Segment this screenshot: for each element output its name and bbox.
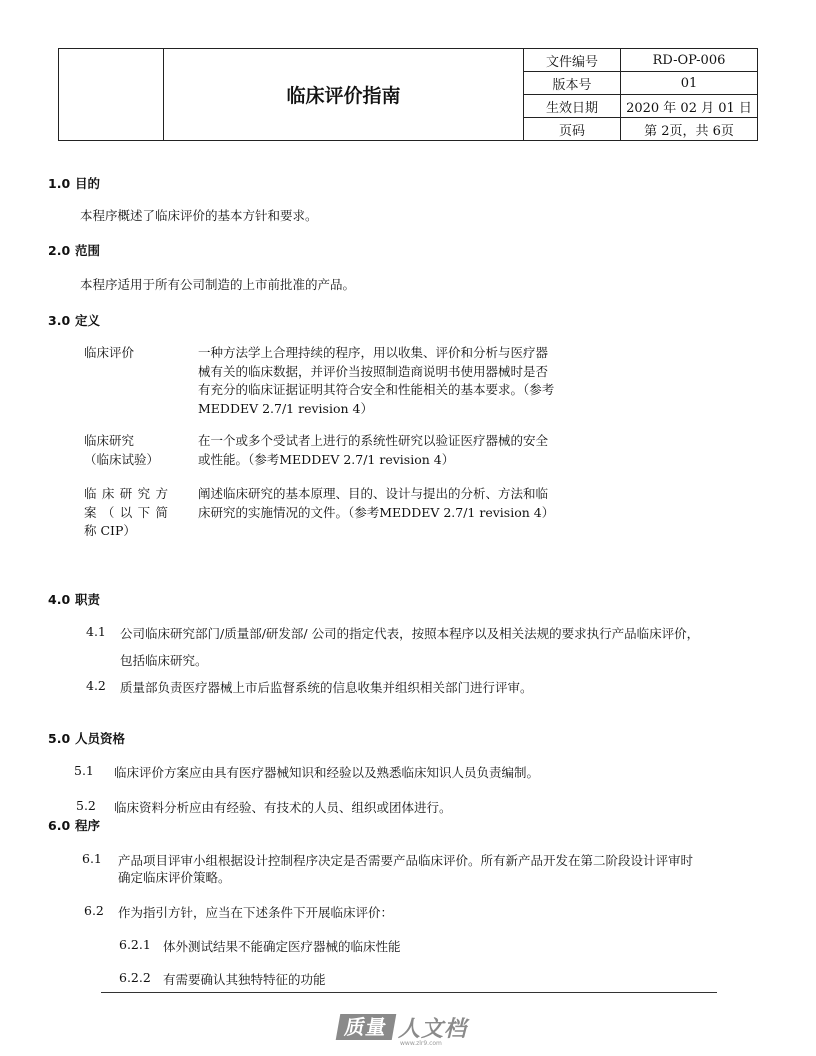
def-line: 在一个或多个受试者上进行的系统性研究以验证医疗器械的安全 (198, 433, 549, 448)
section-heading-purpose (48, 174, 100, 192)
definition-text (198, 485, 604, 522)
section-heading-definitions (48, 311, 100, 329)
subitem-text: 体外测试结果不能确定医疗器械的临床性能 (163, 939, 401, 954)
term-line: 案（以下简 (84, 504, 168, 520)
item-text: 确定临床评价策略。 (118, 870, 231, 885)
field-value-version: 01 (621, 72, 758, 95)
definition-text (198, 344, 604, 418)
section-title: 职责 (75, 592, 101, 607)
logo-cell (59, 49, 164, 141)
section-heading-scope (48, 241, 100, 259)
term-line: 临床研究方 (84, 486, 168, 501)
section-number: 6.0 (48, 818, 71, 833)
field-label-page: 页码 (524, 118, 621, 141)
def-line: 械有关的临床数据，并评价当按照制造商说明书使用器械时是否 (198, 363, 549, 379)
section-number: 1.0 (48, 176, 71, 191)
watermark-box-text: 质量 (336, 1014, 397, 1040)
watermark-logo (338, 1010, 478, 1050)
item-text: 临床资料分析应由有经验、有技术的人员、组织或团体进行。 (114, 800, 452, 815)
section-title: 范围 (75, 243, 101, 258)
field-value-page: 第 2页，共 6页 (621, 118, 758, 141)
definition-text (198, 432, 604, 469)
item-text: 包括临床研究。 (120, 653, 208, 668)
scope-text: 本程序适用于所有公司制造的上市前批准的产品。 (80, 277, 356, 292)
def-line: 床研究的实施情况的文件。（参考MEDDEV 2.7/1 revision 4） (198, 504, 555, 520)
section-title: 定义 (75, 313, 101, 328)
item-number: 6.2 (84, 903, 104, 918)
subitem-number: 6.2.1 (119, 937, 151, 952)
watermark-text: 人文档 (398, 1017, 468, 1042)
def-line: 一种方法学上合理持续的程序，用以收集、评价和分析与医疗器 (198, 345, 549, 360)
section-number: 2.0 (48, 243, 71, 258)
definition-term (84, 344, 170, 363)
section-title: 程序 (75, 818, 101, 833)
item-number: 4.1 (86, 624, 106, 639)
def-line: 阐述临床研究的基本原理、目的、设计与提出的分析、方法和临 (198, 486, 549, 501)
section-heading-qualifications (48, 729, 125, 747)
field-label-effective-date: 生效日期 (524, 95, 621, 118)
field-label-doc-number: 文件编号 (524, 49, 621, 72)
definition-term (84, 485, 168, 541)
section-heading-responsibilities (48, 590, 100, 608)
field-value-doc-number: RD-OP-006 (621, 49, 758, 72)
item-number: 6.1 (82, 851, 102, 866)
term-line: 称 CIP） (84, 523, 136, 538)
item-text: 临床评价方案应由具有医疗器械知识和经验以及熟悉临床知识人员负责编制。 (114, 765, 540, 780)
section-title: 目的 (75, 176, 101, 191)
item-text: 质量部负责医疗器械上市后监督系统的信息收集并组织相关部门进行评审。 (120, 680, 533, 695)
def-line: MEDDEV 2.7/1 revision 4） (198, 400, 373, 416)
item-number: 5.2 (76, 798, 96, 813)
def-line: 有充分的临床证据证明其符合安全和性能相关的基本要求。（参考 (198, 382, 555, 397)
document-title: 临床评价指南 (164, 49, 524, 141)
item-number: 4.2 (86, 678, 106, 693)
subitem-text: 有需要确认其独特特征的功能 (163, 972, 326, 987)
section-number: 4.0 (48, 592, 71, 607)
footer-divider (101, 992, 717, 993)
watermark-url: www.zlr9.com (400, 1040, 442, 1047)
section-number: 3.0 (48, 313, 71, 328)
field-value-effective-date: 2020 年 02 月 01 日 (621, 95, 758, 118)
item-text: 产品项目评审小组根据设计控制程序决定是否需要产品临床评价。所有新产品开发在第二阶段设计评审时 (118, 853, 694, 868)
term-line: 临床评价 (84, 345, 135, 360)
purpose-text: 本程序概述了临床评价的基本方针和要求。 (80, 208, 318, 223)
item-number: 5.1 (74, 763, 94, 778)
subitem-number: 6.2.2 (119, 970, 151, 985)
document-header-table (58, 48, 758, 141)
section-number: 5.0 (48, 731, 71, 746)
term-line: 临床研究 (84, 433, 135, 448)
section-title: 人员资格 (75, 731, 126, 746)
item-text: 作为指引方针，应当在下述条件下开展临床评价： (118, 905, 394, 920)
section-heading-procedure (48, 816, 100, 834)
term-line: （临床试验） (84, 451, 160, 467)
definition-term (84, 432, 170, 469)
def-line: 或性能。（参考MEDDEV 2.7/1 revision 4） (198, 451, 455, 467)
field-label-version: 版本号 (524, 72, 621, 95)
item-text: 公司临床研究部门/质量部/研发部/ 公司的指定代表，按照本程序以及相关法规的要求执行产品临床评价， (120, 626, 700, 641)
